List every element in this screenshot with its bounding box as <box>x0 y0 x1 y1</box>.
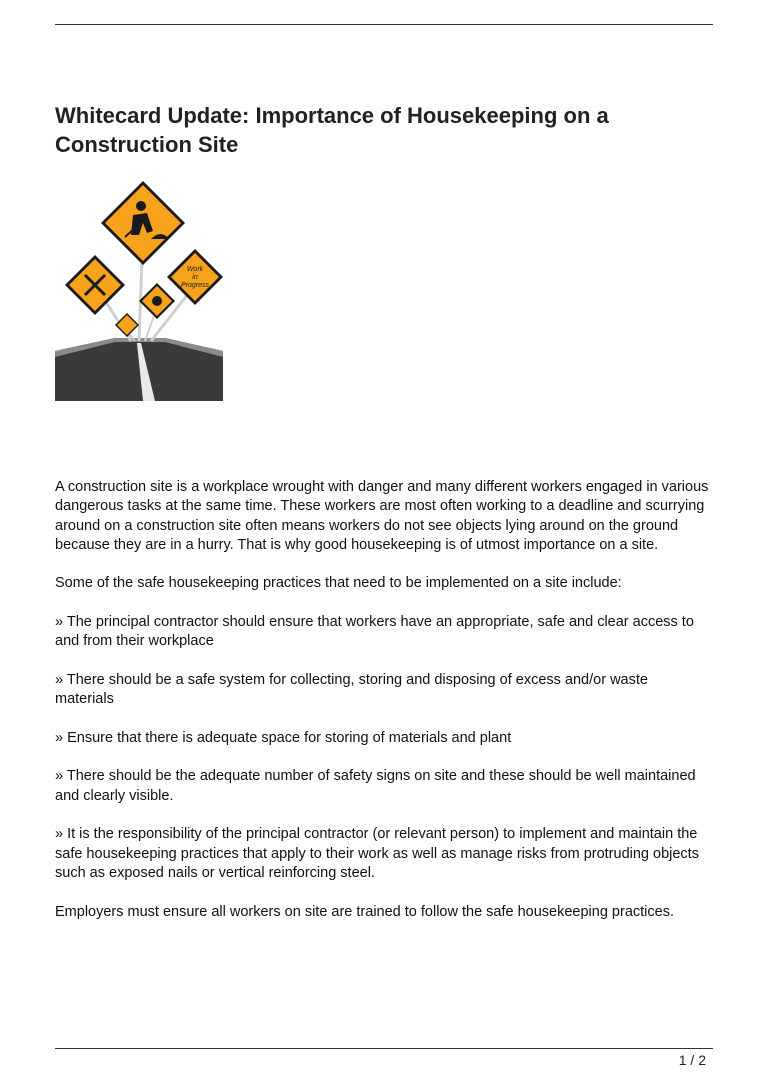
list-item: » Ensure that there is adequate space for storing of materials and plant <box>55 729 512 746</box>
construction-signs-illustration <box>55 173 223 401</box>
footer-rule <box>55 1048 713 1049</box>
page-number: 1 / 2 <box>678 1052 706 1068</box>
work-in-progress-sign-icon <box>167 249 223 305</box>
document-body <box>55 478 710 941</box>
worker-sign-icon <box>101 181 185 265</box>
gear-sign-icon <box>139 283 175 319</box>
small-sign-icon <box>115 313 139 337</box>
tools-sign-icon <box>65 255 125 315</box>
paragraph: Employers must ensure all workers on site are trained to follow the safe housekeeping practices. <box>55 903 674 920</box>
page-title: Whitecard Update: Importance of Housekeeping on a Construction Site <box>55 103 609 157</box>
paragraph: Some of the safe housekeeping practices that need to be implemented on a site include: <box>55 575 622 592</box>
svg-text:Progress: Progress <box>180 282 210 289</box>
paragraph: A construction site is a workplace wrought with danger and many different workers engaged in various dangerous tasks at the same time. These workers are most often working to a deadline and scurrying around on a construction site often means workers do not see objects lying around on the ground because they are in a hurry. That is why good housekeeping is of utmost importance on a site. <box>55 479 709 553</box>
list-item: » The principal contractor should ensure that workers have an appropriate, safe and clear access to and from their workplace <box>55 614 694 650</box>
header-rule <box>55 24 713 25</box>
svg-text:Work: Work <box>186 266 204 273</box>
svg-text:in: in <box>192 274 198 281</box>
list-item: » There should be the adequate number of safety signs on site and these should be well maintained and clearly visible. <box>55 768 696 804</box>
list-item: » It is the responsibility of the principal contractor (or relevant person) to implement and maintain the safe housekeeping practices that apply to their work as well as manage risks from protruding objects such as exposed nails or vertical reinforcing steel. <box>55 826 699 881</box>
list-item: » There should be a safe system for collecting, storing and disposing of excess and/or waste materials <box>55 671 648 708</box>
